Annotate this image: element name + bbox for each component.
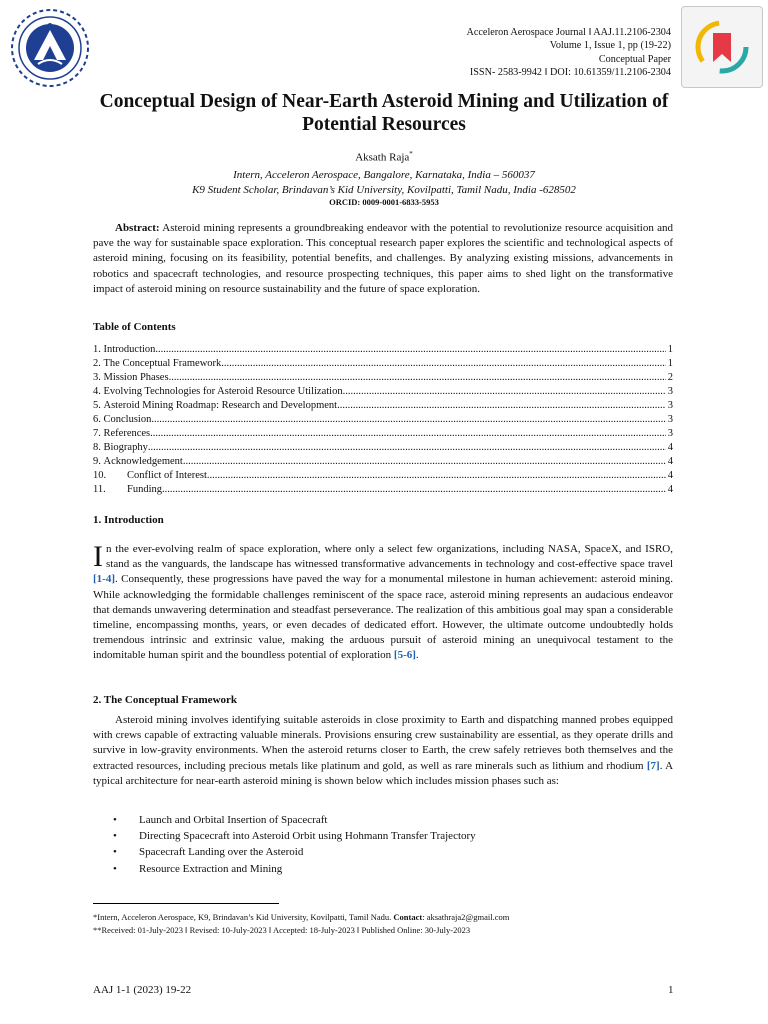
toc-label: Asteroid Mining Roadmap: Research and Development [103, 400, 338, 411]
citation-link[interactable]: [1-4] [93, 573, 115, 586]
toc-label: Conclusion [103, 414, 152, 425]
toc-leader [148, 441, 666, 455]
toc-label: Acknowledgement [103, 456, 183, 467]
volume-line: Volume 1, Issue 1, pp (19-22) [549, 40, 671, 52]
toc-entry-framework[interactable] [93, 357, 673, 371]
author-name: Aksath Raja [355, 151, 410, 164]
journal-header [467, 26, 671, 79]
toc-leader [183, 455, 666, 469]
toc-label: Introduction [103, 344, 156, 355]
citation-link[interactable]: [7] [646, 759, 660, 772]
intro-text-2: . Consequently, these progressions have paved the way for a monumental milestone in human achievement: asteroid mining. While acknowledging the formidable challenges reminiscent of the space race, asteroid mining represents an audacious endeavor that demands unwavering determination and steadfast perseverance. The realization of this ambitious goal may span a considerable timeline, encompassing months, years, or even decades of dedicated effort. However, the ultimate outcome undoubtedly holds tremendous intrinsic and extrinsic value, making the arduous pursuit of asteroid mining an unequivocal testament to the indomitable human spirit and the boundless potential of exploration [93, 573, 673, 662]
abstract-label: Abstract: [115, 222, 160, 234]
journal-name-line: Acceleron Aerospace Journal ‖ AAJ.11.2106-2304 [466, 27, 671, 38]
toc-page: 3 [667, 414, 673, 425]
section-heading-framework: 2. The Conceptual Framework [93, 694, 238, 706]
toc-entry-conclusion[interactable] [93, 413, 673, 427]
intro-text-1: n the ever-evolving realm of space exploration, where only a select few organizations, including NASA, SpaceX, and ISRO, stand as the vanguards, the landscape has witnessed transformative advancements in technology and cost-effective space travel [106, 543, 673, 571]
toc-label: Evolving Technologies for Asteroid Resource Utilization [103, 386, 343, 397]
contact-label: Contact [393, 912, 423, 922]
toc-label: Biography [103, 442, 148, 453]
list-item: • Launch and Orbital Insertion of Spacecraft [93, 812, 673, 828]
toc-entry-technologies[interactable] [93, 385, 673, 399]
orcid: ORCID: 0009-0001-6833-5953 [329, 197, 439, 207]
toc-entry-funding[interactable] [93, 483, 673, 497]
toc-page: 2 [667, 372, 673, 383]
toc-label: Funding [127, 484, 163, 495]
bookmark-badge-icon [682, 7, 762, 87]
toc-entry-mission-phases[interactable] [93, 371, 673, 385]
list-item: • Spacecraft Landing over the Asteroid [93, 844, 673, 860]
citation-link[interactable]: [5-6] [393, 649, 416, 662]
toc-entry-biography[interactable] [93, 441, 673, 455]
paper-type-line: Conceptual Paper [598, 53, 671, 65]
intro-text-3: . [415, 649, 419, 662]
abstract [93, 221, 673, 297]
toc-entry-conflict[interactable] [93, 469, 673, 483]
toc-leader [169, 371, 666, 385]
footnotes [93, 911, 509, 936]
journal-logo [10, 8, 90, 88]
toc-number: 9. [93, 456, 101, 467]
toc-number: 2. [93, 358, 101, 369]
toc-leader [221, 357, 665, 371]
toc-leader [343, 385, 666, 399]
toc-number: 11. [93, 484, 106, 495]
framework-paragraph [93, 713, 673, 789]
toc-number: 7. [93, 428, 101, 439]
contact-email[interactable]: : aksathraja2@gmail.com [422, 912, 510, 922]
toc-number: 8. [93, 442, 101, 453]
toc-leader [150, 427, 666, 441]
toc-leader [207, 469, 666, 483]
footnote-dates: **Received: 01-July-2023 ‖ Revised: 10-July-2023 ‖ Accepted: 18-July-2023 ‖ Published Online: 30-July-2023 [93, 924, 471, 935]
list-item: • Directing Spacecraft into Asteroid Orbit using Hohmann Transfer Trajectory [93, 828, 673, 844]
toc-number: 6. [93, 414, 101, 425]
toc-leader [162, 483, 666, 497]
toc-page: 1 [667, 358, 673, 369]
affiliation-1: Intern, Acceleron Aerospace, Bangalore, Karnataka, India – 560037 [233, 169, 535, 181]
mission-phase-list [93, 812, 673, 877]
toc-number: 1. [93, 344, 101, 355]
page-number: 1 [668, 984, 674, 996]
author-mark: * [409, 150, 413, 158]
toc-number: 3. [93, 372, 101, 383]
toc-page: 4 [667, 442, 673, 453]
affiliations [0, 168, 768, 198]
toc-number: 10. [93, 470, 107, 481]
paper-title: Conceptual Design of Near-Earth Asteroid Mining and Utilization of Potential Resources [99, 91, 669, 135]
toc-entry-introduction[interactable] [93, 343, 673, 357]
footer-citation: AAJ 1-1 (2023) 19-22 [93, 984, 192, 996]
toc-entry-references[interactable] [93, 427, 673, 441]
toc-entry-roadmap[interactable] [93, 399, 673, 413]
toc-leader [337, 399, 666, 413]
toc-page: 3 [667, 386, 673, 397]
toc-leader [151, 413, 665, 427]
toc-page: 4 [667, 470, 673, 481]
toc-entry-acknowledgement[interactable] [93, 455, 673, 469]
toc-label: Conflict of Interest [127, 470, 207, 481]
author [0, 150, 768, 164]
check-updates-badge[interactable] [681, 6, 763, 88]
framework-text-1: Asteroid mining involves identifying suitable asteroids in close proximity to Earth and dispatching manned probes equipped with crews capable of extracting valuable minerals. Provisions ensuring crew sustainability are essential, as they operate drills and survive in low-gravity environments. When the asteroid returns closer to Earth, the crew safely retrieves both themselves and the extracted resources, including precious metals like platinum and gold, as well as rare minerals such as lithium and rhodium [93, 714, 673, 772]
footnote-affiliation [93, 911, 509, 924]
framework-text-2: . A typical architecture for near-earth asteroid mining is shown below which includes mission phases such as: [93, 759, 674, 787]
toc-label: References [103, 428, 151, 439]
abstract-text: Asteroid mining represents a groundbreaking endeavor with the potential to revolutionize resource acquisition and pave the way for sustainable space exploration. This conceptual research paper explores the scientific and technological aspects of asteroid mining, focusing on its feasibility, potential benefits, and challenges. By analyzing existing missions, advancements in robotics and spacecraft technologies, and resource prospecting techniques, this paper aims to shed light on the transformative impact of asteroid mining on resource sustainability and the future of space exploration. [93, 222, 673, 295]
toc-page: 1 [667, 344, 673, 355]
issn-doi-line: ISSN- 2583-9942 ‖ DOI: 10.61359/11.2106-2304 [469, 66, 671, 78]
introduction-paragraph [93, 542, 673, 664]
toc-page: 4 [667, 484, 673, 495]
list-item: • Resource Extraction and Mining [93, 861, 673, 877]
footnote-divider [93, 903, 279, 904]
toc-label: Mission Phases [103, 372, 169, 383]
affiliation-2: K9 Student Scholar, Brindavan’s Kid University, Kovilpatti, Tamil Nadu, India -628502 [192, 184, 576, 196]
drop-cap: I [93, 540, 103, 573]
section-heading-introduction: 1. Introduction [93, 514, 164, 526]
toc-leader [155, 343, 665, 357]
toc-title: Table of Contents [93, 321, 176, 333]
toc-page: 3 [667, 428, 673, 439]
toc-page: 4 [667, 456, 673, 467]
journal-logo-icon [10, 8, 90, 88]
footnote-text: *Intern, Acceleron Aerospace, K9, Brindavan’s Kid University, Kovilpatti, Tamil Nadu. [93, 912, 394, 922]
toc-label: The Conceptual Framework [103, 358, 222, 369]
toc-number: 4. [93, 386, 101, 397]
toc-page: 3 [667, 400, 673, 411]
toc-number: 5. [93, 400, 101, 411]
table-of-contents [93, 343, 673, 497]
